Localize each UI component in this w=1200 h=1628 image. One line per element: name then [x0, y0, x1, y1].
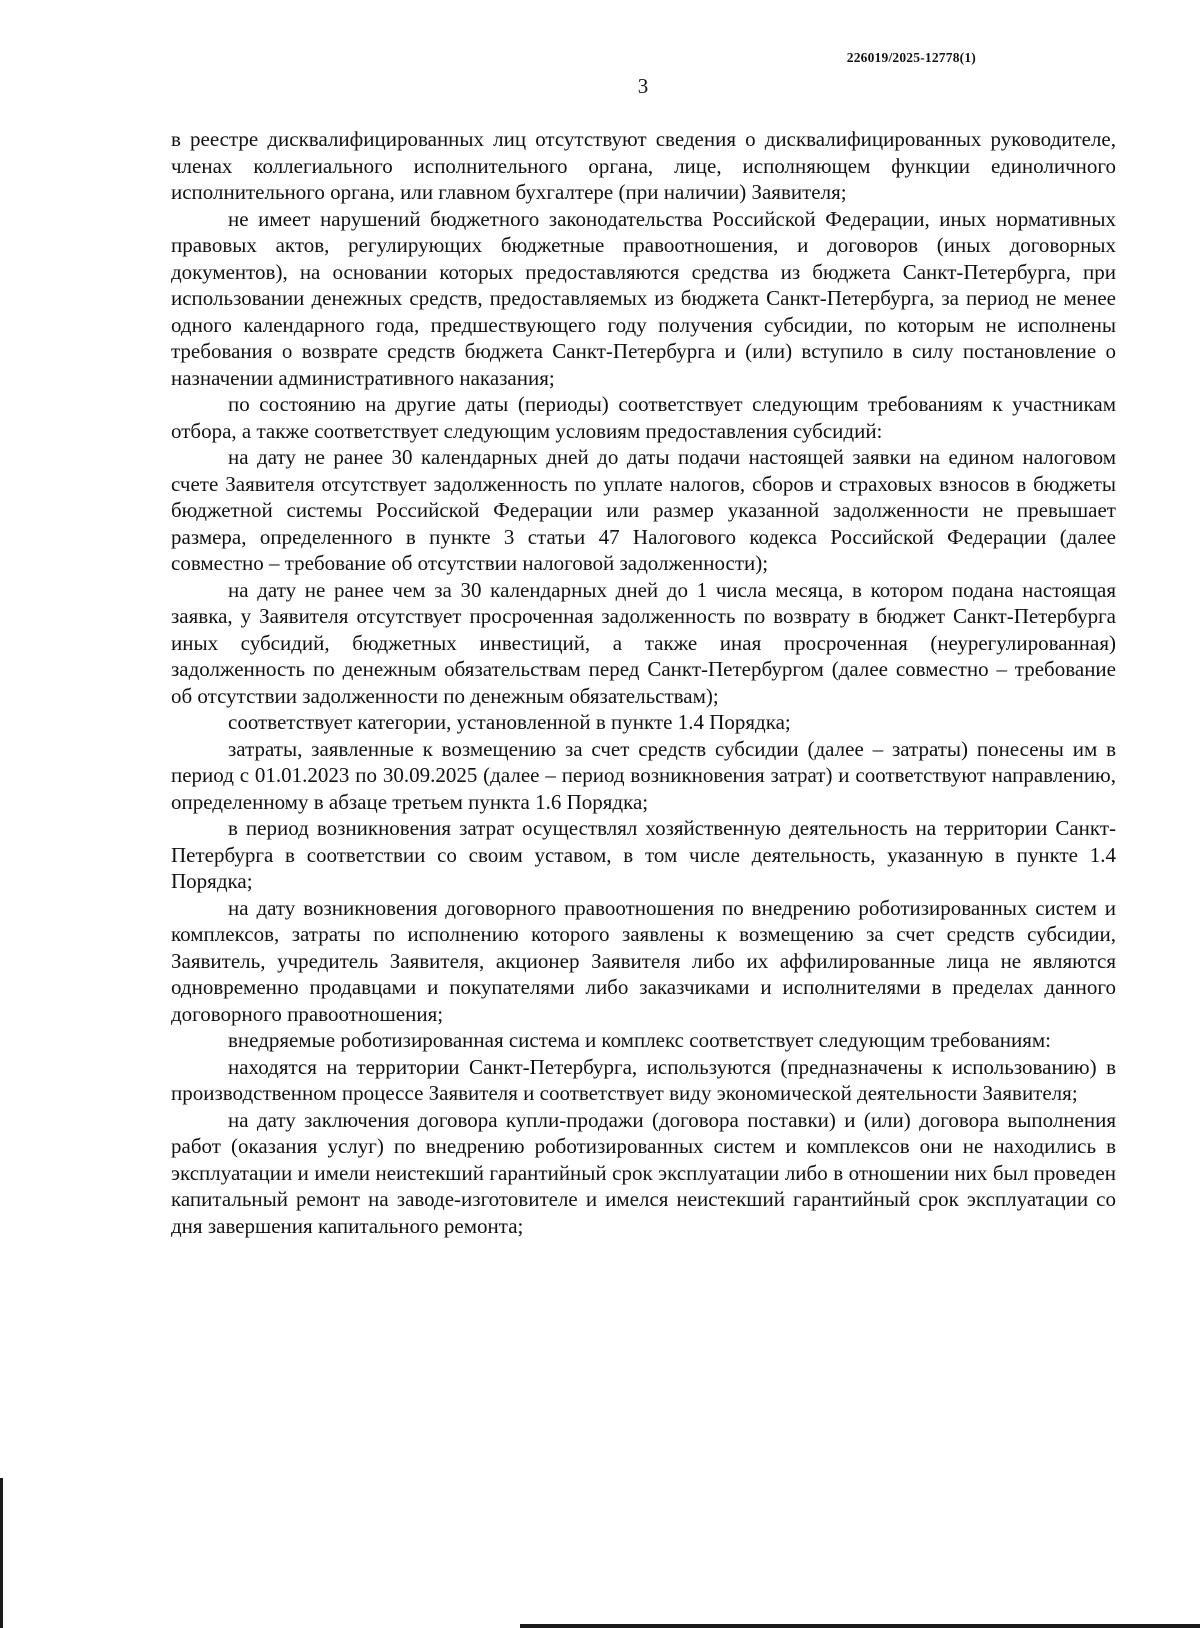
page-number: 3 [637, 74, 649, 98]
paragraph-contract-relations: на дату возникновения договорного правоотношения по внедрению роботизированных систем и комплексов, затраты по исполнению которого заявлены к возмещению за счет средств субсидии, Заявитель, учредитель Заявителя, акционер Заявителя либо их аффилированные лица не являются одновременно продавцами и покупателями либо заказчиками и исполнителями в пределах данного договорного правоотношения; [171, 895, 1116, 1026]
scan-edge-left [0, 1478, 3, 1628]
paragraph-costs-period: затраты, заявленные к возмещению за счет средств субсидии (далее – затраты) понесены им в период с 01.01.2023 по 30.09.2025 (далее – период возникновения затрат) и соответствуют направлению, определенному в абзаце третьем пункта 1.6 Порядка; [171, 736, 1116, 814]
paragraph-economic-activity: в период возникновения затрат осуществлял хозяйственную деятельность на территории Санкт-Петербурга в соответствии со своим уставом, в том числе деятельность, указанную в пункте 1.4 Порядка; [171, 816, 1116, 893]
scan-edge-bottom [520, 1624, 1200, 1628]
paragraph-category: соответствует категории, установленной в пункте 1.4 Порядка; [228, 710, 791, 734]
paragraph-overdue-debt: на дату не ранее чем за 30 календарных дней до 1 числа месяца, в котором подана настоящая заявка, у Заявителя отсутствует просроченная задолженность по возврату в бюджет Санкт-Петербурга иных субсидий, бюджетных инвестиций, а также иная просроченная (неурегулированная) задолженность по денежным обязательствам перед Санкт-Петербургом (далее совместно – требование об отсутствии задолженности по денежным обязательствам); [171, 577, 1116, 708]
paragraph-disqualified-persons: в реестре дисквалифицированных лиц отсутствуют сведения о дисквалифицированных руководителе, членах коллегиального исполнительного органа, лице, исполняющем функции единоличного исполнительного органа, или главном бухгалтере (при наличии) Заявителя; [171, 127, 1116, 204]
paragraph-tax-debt: на дату не ранее 30 календарных дней до даты подачи настоящей заявки на едином налоговом счете Заявителя отсутствует задолженность по уплате налогов, сборов и страховых взносов в бюджеты бюджетной системы Российской Федерации или размер указанной задолженности не превышает размера, определенного в пункте 3 статьи 47 Налогового кодекса Российской Федерации (далее совместно – требование об отсутствии налоговой задолженности); [171, 445, 1116, 575]
paragraph-other-dates-requirements: по состоянию на другие даты (периоды) соответствует следующим требованиям к участникам отбора, а также соответствует следующим условиям предоставления субсидий: [171, 392, 1116, 443]
paragraph-robotic-systems-requirements: внедряемые роботизированная система и комплекс соответствует следующим требованиям: [228, 1028, 1052, 1052]
paragraph-budget-violations: не имеет нарушений бюджетного законодательства Российской Федерации, иных нормативных правовых актов, регулирующих бюджетные правоотношения, и договоров (иных договорных документов), на основании которых предоставляются средства из бюджета Санкт-Петербурга, при использовании денежных средств, предоставляемых из бюджета Санкт-Петербурга, за период не менее одного календарного года, предшествующего году получения субсидии, по которым не исполнены требования о возврате средств бюджета Санкт-Петербурга и (или) вступило в силу постановление о назначении административного наказания; [171, 206, 1116, 390]
document-body [171, 126, 1116, 1239]
paragraph-location-usage: находятся на территории Санкт-Петербурга, используются (предназначены к использованию) в производственном процессе Заявителя и соответствует виду экономической деятельности Заявителя; [171, 1054, 1116, 1105]
document-id: 226019/2025-12778(1) [846, 50, 976, 65]
paragraph-warranty: на дату заключения договора купли-продажи (договора поставки) и (или) договора выполнения работ (оказания услуг) по внедрению роботизированных систем и комплексов они не находились в эксплуатации и имели неистекший гарантийный срок эксплуатации либо в отношении них был проведен капитальный ремонт на заводе-изготовителе и имелся неистекший гарантийный срок эксплуатации со дня завершения капитального ремонта; [171, 1107, 1116, 1238]
